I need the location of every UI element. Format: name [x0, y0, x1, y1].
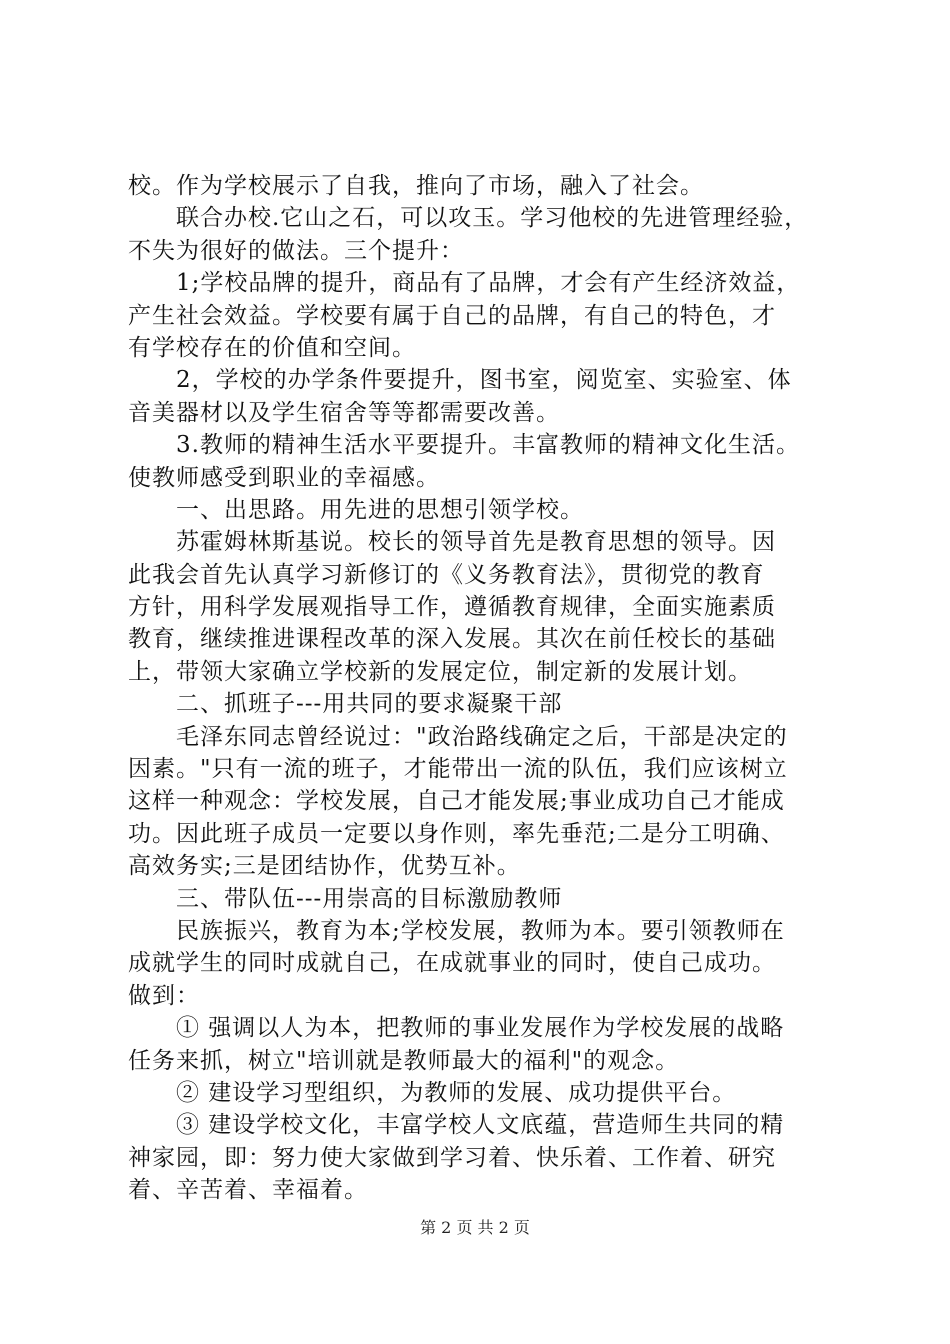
text-line: 使教师感受到职业的幸福感。	[128, 464, 440, 491]
text-line: 民族振兴，教育为本;学校发展，教师为本。要引领教师在	[176, 917, 785, 944]
text-line: 产生社会效益。学校要有属于自己的品牌，有自己的特色，才	[128, 302, 776, 329]
document-body	[128, 170, 828, 1207]
text-line: 高效务实;三是团结协作，优势互补。	[128, 853, 521, 880]
text-line: 这样一种观念：学校发展，自己才能发展;事业成功自己才能成	[128, 788, 785, 815]
text-line: 2，学校的办学条件要提升，图书室，阅览室、实验室、体	[176, 367, 792, 394]
text-line: 任务来抓，树立"培训就是教师最大的福利"的观念。	[128, 1047, 680, 1074]
text-line: 校。作为学校展示了自我，推向了市场，融入了社会。	[128, 173, 704, 199]
text-line: 有学校存在的价值和空间。	[128, 334, 416, 361]
text-line: 1;学校品牌的提升，商品有了品牌，才会有产生经济效益，	[176, 270, 801, 297]
text-line: 因素。"只有一流的班子，才能带出一流的队伍，我们应该树立	[128, 756, 788, 783]
text-line: 着、辛苦着、幸福着。	[128, 1177, 368, 1204]
text-line: 做到：	[128, 982, 200, 1009]
text-line: 联合办校.它山之石，可以攻玉。学习他校的先进管理经验，	[176, 205, 809, 232]
text-line: 二、抓班子---用共同的要求凝聚干部	[176, 691, 563, 718]
text-line: 毛泽东同志曾经说过："政治路线确定之后，干部是决定的	[176, 723, 788, 750]
text-line: 功。因此班子成员一定要以身作则，率先垂范;二是分工明确、	[128, 820, 785, 847]
text-line: ① 强调以人为本，把教师的事业发展作为学校发展的战略	[176, 1015, 785, 1042]
text-line: 方针，用科学发展观指导工作，遵循教育规律，全面实施素质	[128, 594, 776, 621]
text-line: 三、带队伍---用崇高的目标激励教师	[176, 885, 563, 912]
text-line: 神家园，即：努力使大家做到学习着、快乐着、工作着、研究	[128, 1144, 776, 1171]
text-line: 3.教师的精神生活水平要提升。丰富教师的精神文化生活。	[176, 432, 800, 459]
text-line: 不失为很好的做法。三个提升：	[128, 237, 464, 264]
text-line: 一、出思路。用先进的思想引领学校。	[176, 496, 584, 523]
text-line: 此我会首先认真学习新修订的《义务教育法》，贯彻党的教育	[128, 561, 765, 588]
text-line: 上，带领大家确立学校新的发展定位，制定新的发展计划。	[128, 658, 752, 685]
text-line: ③ 建设学校文化，丰富学校人文底蕴，营造师生共同的精	[176, 1112, 785, 1139]
page-footer: 第 2 页 共 2 页	[420, 1218, 530, 1237]
text-line: ② 建设学习型组织，为教师的发展、成功提供平台。	[176, 1079, 737, 1106]
text-line: 音美器材以及学生宿舍等等都需要改善。	[128, 399, 560, 426]
text-line: 教育，继续推进课程改革的深入发展。其次在前任校长的基础	[128, 626, 776, 653]
text-line: 苏霍姆林斯基说。校长的领导首先是教育思想的领导。因	[176, 529, 776, 556]
text-line: 成就学生的同时成就自己，在成就事业的同时，使自己成功。	[128, 950, 776, 977]
